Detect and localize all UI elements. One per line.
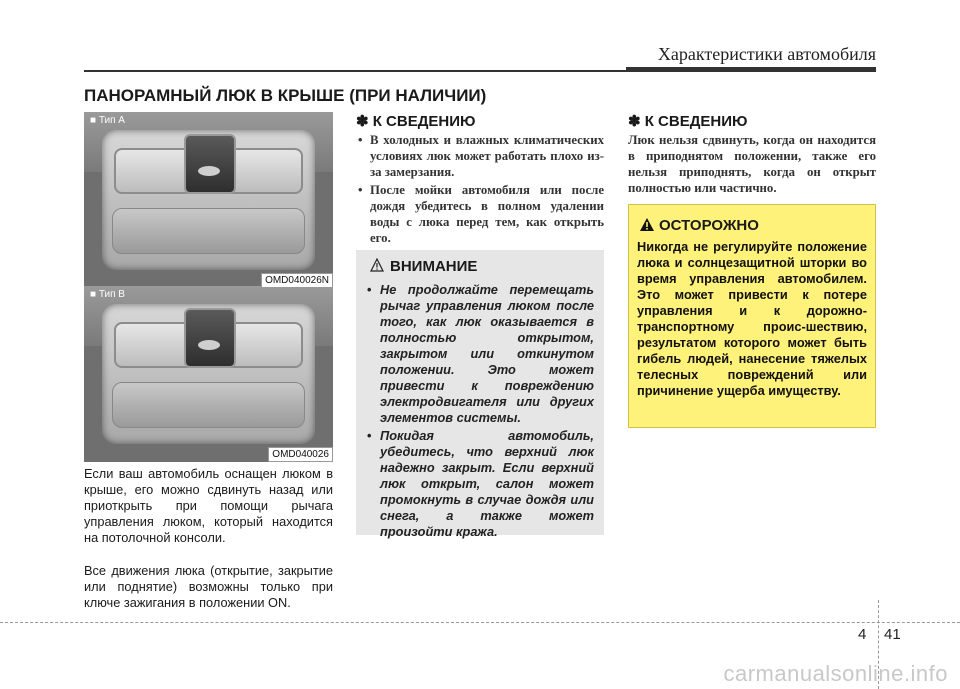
note-item: • После мойки автомобиля или после дождя убедитесь в полном удалении воды с люка перед тем, как открыть его. [356, 182, 604, 246]
figure-label: ■ Тип В [90, 289, 125, 300]
note-heading: ✽ К СВЕДЕНИЮ [356, 113, 476, 130]
sunroof-switch [184, 134, 236, 194]
figure-label: ■ Тип А [90, 115, 125, 126]
caution-heading: ВНИМАНИЕ [370, 258, 477, 275]
figure-code: OMD040026 [268, 447, 333, 462]
section-title: ПАНОРАМНЫЙ ЛЮК В КРЫШЕ (ПРИ НАЛИЧИИ) [84, 86, 487, 105]
sunroof-switch [184, 308, 236, 368]
warning-text: Никогда не регулируйте положение люка и солнцезащитной шторки во время управления автомобилем. Это может привести к потере управления и к дорожно-транспортному проис-шествию, результатом которого может быть гибель людей, нанесение тяжелых телесных повреждений или причинение ущерба имуществу. [637, 239, 867, 398]
caution-box [356, 250, 604, 539]
warning-triangle-icon [639, 217, 655, 232]
watermark: carmanualsonline.info [723, 661, 948, 686]
chapter-number: 4 [858, 626, 867, 643]
caution-list [366, 282, 594, 542]
note-list [356, 132, 604, 248]
body-paragraph: Если ваш автомобиль оснащен люком в крыше, его можно сдвинуть назад или приоткрыть при помощи рычага управления люком, который находится на потолочной консоли. [84, 466, 333, 545]
page-number: 41 [884, 626, 901, 643]
header-rule-thick [626, 67, 876, 72]
note-heading: ✽ К СВЕДЕНИЮ [628, 113, 748, 130]
figure-type-b [84, 286, 333, 462]
warning-box [628, 204, 876, 428]
note-paragraph: Люк нельзя сдвинуть, когда он находится в приподнятом положении, также его нельзя приподнять, когда он открыт полностью или частично. [628, 133, 876, 195]
figure-type-a [84, 112, 333, 288]
footer-rule [0, 622, 960, 623]
note-item: • В холодных и влажных климатических условиях люк может работать плохо из-за замерзания. [356, 132, 604, 180]
warning-triangle-icon [370, 258, 384, 272]
caution-item: • Не продолжайте перемещать рычаг управления люком после того, как люк оказывается в полностью открытом, закрытом или откинутом положении. Это может привести к повреждению электродвигателя или других элементов системы. [366, 282, 594, 426]
running-header-title: Характеристики автомобиля [657, 44, 876, 64]
body-paragraph: Все движения люка (открытие, закрытие или поднятие) возможны только при ключе зажигания в положении ON. [84, 563, 333, 610]
caution-item: • Покидая автомобиль, убедитесь, что верхний люк надежно закрыт. Если верхний люк открыт, салон может промокнуть в случае дождя или снега, а также может произойти кража. [366, 428, 594, 540]
figure-code: OMD040026N [261, 273, 333, 288]
warning-heading: ОСТОРОЖНО [639, 217, 759, 234]
